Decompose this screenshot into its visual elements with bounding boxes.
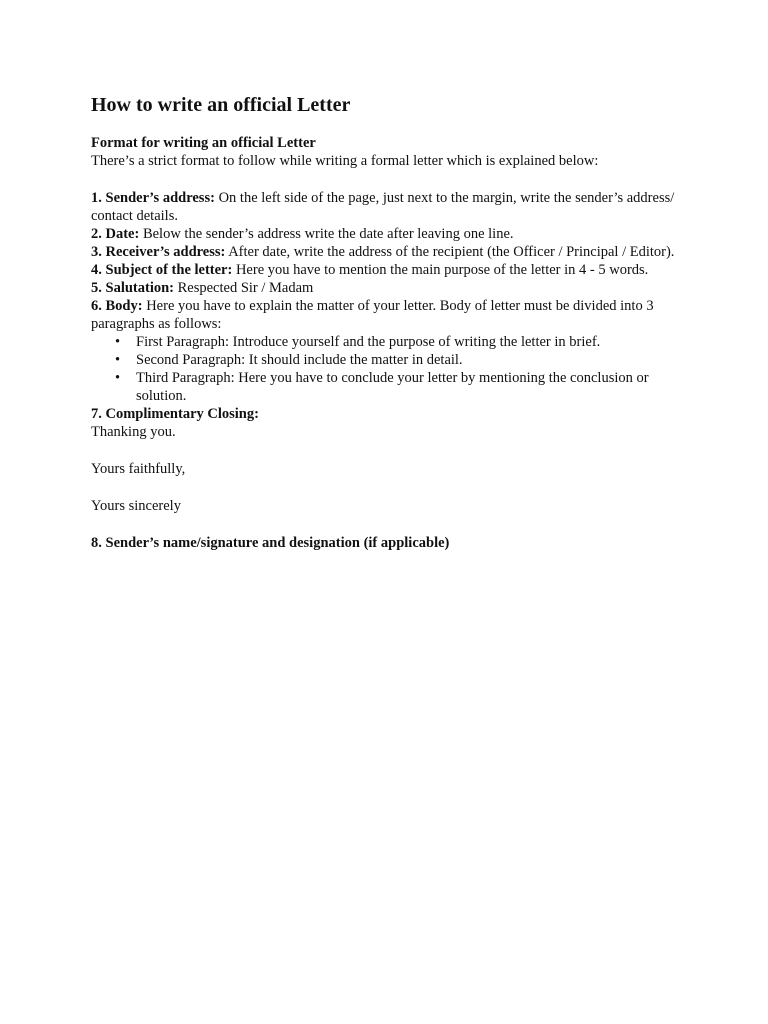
item-text: Below the sender’s address write the date after leaving one line. bbox=[142, 226, 514, 242]
intro-text: There’s a strict format to follow while writing a formal letter which is explained below: bbox=[91, 153, 599, 169]
item-text: After date, write the address of the recipient (the Officer / Principal / Editor). bbox=[228, 244, 675, 260]
format-item-subject bbox=[91, 261, 691, 279]
format-item-date bbox=[91, 225, 691, 243]
item-text: On the left side of the page, just next to the margin, write the sender’s address/ contact details. bbox=[91, 190, 675, 224]
item-label: 1. Sender’s address: bbox=[91, 190, 215, 206]
final-item-signature: 8. Sender’s name/signature and designation (if applicable) bbox=[91, 535, 450, 551]
item-text: Here you have to explain the matter of your letter. Body of letter must be divided into 3 paragraphs as follows: bbox=[91, 298, 654, 332]
list-item-text: Second Paragraph: It should include the matter in detail. bbox=[136, 352, 463, 368]
closing-option-sincerely: Yours sincerely bbox=[91, 498, 181, 514]
format-item-senders-address bbox=[91, 189, 691, 225]
bullet-icon: • bbox=[115, 370, 121, 386]
spacer bbox=[91, 515, 691, 534]
item-label: 3. Receiver’s address: bbox=[91, 244, 226, 260]
format-item-receivers-address bbox=[91, 243, 691, 261]
format-item-salutation bbox=[91, 279, 691, 297]
format-item-body bbox=[91, 297, 691, 333]
spacer bbox=[91, 170, 691, 189]
list-item-text: Third Paragraph: Here you have to conclude your letter by mentioning the conclusion or solution. bbox=[136, 370, 649, 404]
closing-label: 7. Complimentary Closing: bbox=[91, 406, 259, 422]
list-item-text: First Paragraph: Introduce yourself and the purpose of writing the letter in brief. bbox=[136, 334, 601, 350]
spacer bbox=[91, 478, 691, 497]
bullet-icon: • bbox=[115, 352, 121, 368]
item-label: 5. Salutation: bbox=[91, 280, 174, 296]
list-item bbox=[115, 369, 691, 405]
closing-option-thanking: Thanking you. bbox=[91, 424, 176, 440]
spacer bbox=[91, 441, 691, 460]
item-label: 2. Date: bbox=[91, 226, 140, 242]
bullet-icon: • bbox=[115, 334, 121, 350]
item-text: Respected Sir / Madam bbox=[177, 280, 314, 296]
closing-option-faithfully: Yours faithfully, bbox=[91, 461, 186, 477]
item-label: 4. Subject of the letter: bbox=[91, 262, 233, 278]
list-item bbox=[115, 351, 691, 369]
item-label: 6. Body: bbox=[91, 298, 143, 314]
body-paragraph-list bbox=[91, 333, 691, 405]
item-text: Here you have to mention the main purpose of the letter in 4 - 5 words. bbox=[235, 262, 649, 278]
format-heading: Format for writing an official Letter bbox=[91, 135, 316, 151]
page-title: How to write an official Letter bbox=[91, 94, 351, 116]
document-page bbox=[91, 92, 691, 552]
list-item bbox=[115, 333, 691, 351]
